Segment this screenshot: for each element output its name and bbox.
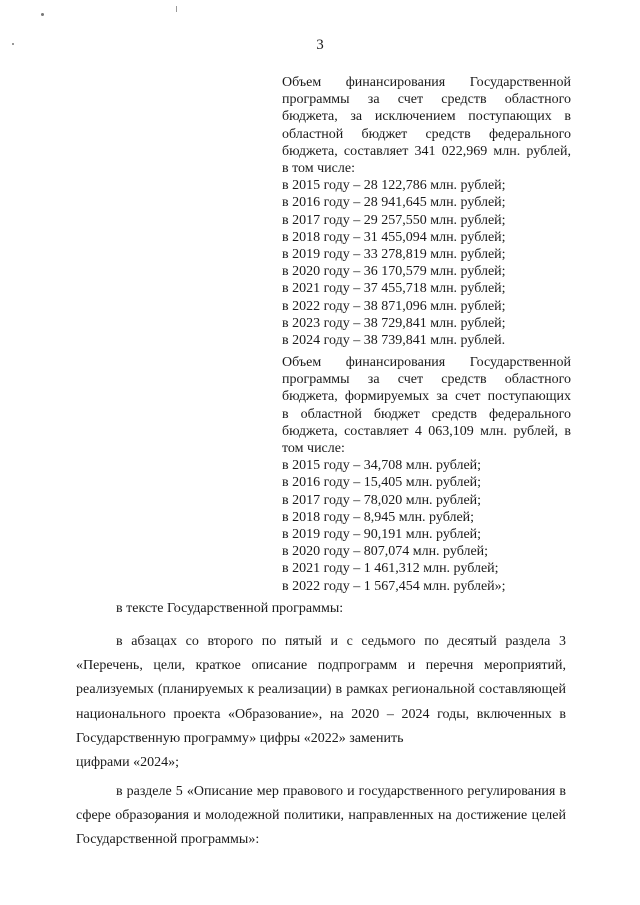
- scan-mark: [176, 6, 177, 12]
- funding-year-line: в 2015 году – 28 122,786 млн. рублей;: [282, 178, 506, 194]
- funding-year-line: в 2016 году – 28 941,645 млн. рублей;: [282, 195, 506, 211]
- funding-year-line: в 2022 году – 38 871,096 млн. рублей;: [282, 298, 506, 314]
- page-number: 3: [316, 37, 324, 53]
- funding-year-line: в 2019 году – 33 278,819 млн. рублей;: [282, 247, 506, 263]
- funding-intro-line: программы за счет средств областного: [282, 372, 571, 388]
- amendment-paragraph-text: в разделе 5 «Описание мер правового и государственного регулирования в сфере образования и молодежной политики, направленных на достижение целей Государственной программы»:: [76, 784, 566, 848]
- funding-year-line: в 2020 году – 807,074 млн. рублей;: [282, 544, 489, 560]
- funding-regional-budget-block: [282, 74, 571, 349]
- scan-speck: [41, 13, 44, 16]
- amendment-paragraph-section-3: [76, 630, 566, 775]
- amendment-intro: [76, 600, 566, 618]
- funding-in-total-label: том числе:: [282, 441, 345, 457]
- funding-year-line: в 2023 году – 38 729,841 млн. рублей;: [282, 315, 506, 331]
- funding-year-line: в 2019 году – 90,191 млн. рублей;: [282, 527, 482, 543]
- amendment-paragraph-text: в абзацах со второго по пятый и с седьмого по десятый раздела 3 «Перечень, цели, краткое описание подпрограмм и перечня мероприятий, реализуемых (планируемых к реализации) в рамках региональной составляющей национального проекта «Образование», на 2020 – 2024 годы, включенных в Государственную программу» цифры «2022» заменить: [76, 634, 566, 746]
- funding-year-line: в 2020 году – 36 170,579 млн. рублей;: [282, 264, 506, 280]
- funding-intro-line: бюджета, составляет 341 022,969 млн. рублей,: [282, 143, 571, 159]
- funding-intro-line: программы за счет средств областного: [282, 92, 571, 108]
- funding-in-total-label: в том числе:: [282, 161, 355, 177]
- amendment-paragraph-tail: цифрами «2024»;: [76, 755, 180, 771]
- funding-year-line: в 2022 году – 1 567,454 млн. рублей»;: [282, 578, 506, 594]
- amendment-paragraph-section-5: [76, 780, 566, 853]
- funding-intro-line: бюджета, составляет 4 063,109 млн. рублей, в: [282, 423, 571, 439]
- funding-year-line: в 2017 году – 29 257,550 млн. рублей;: [282, 212, 506, 228]
- funding-year-line: в 2017 году – 78,020 млн. рублей;: [282, 492, 482, 508]
- funding-intro-line: Объем финансирования Государственной: [282, 75, 571, 90]
- funding-intro-line: областной бюджет средств федерального: [282, 126, 571, 142]
- funding-intro-line: в областной бюджет средств федерального: [282, 406, 571, 422]
- funding-year-line: в 2015 году – 34,708 млн. рублей;: [282, 458, 482, 474]
- funding-year-line: в 2018 году – 31 455,094 млн. рублей;: [282, 229, 506, 245]
- funding-intro-line: Объем финансирования Государственной: [282, 355, 571, 370]
- amendment-intro-text: в тексте Государственной программы:: [116, 601, 344, 616]
- funding-intro-line: бюджета, за исключением поступающих в: [282, 109, 571, 125]
- funding-federal-funds-block: [282, 354, 571, 595]
- funding-year-line: в 2021 году – 1 461,312 млн. рублей;: [282, 561, 499, 577]
- pen-mark: [154, 814, 162, 824]
- funding-intro-line: бюджета, формируемых за счет поступающих: [282, 389, 571, 405]
- funding-year-line: в 2018 году – 8,945 млн. рублей;: [282, 509, 475, 525]
- funding-year-line: в 2021 году – 37 455,718 млн. рублей;: [282, 281, 506, 297]
- funding-year-line: в 2024 году – 38 739,841 млн. рублей.: [282, 333, 506, 349]
- funding-year-line: в 2016 году – 15,405 млн. рублей;: [282, 475, 482, 491]
